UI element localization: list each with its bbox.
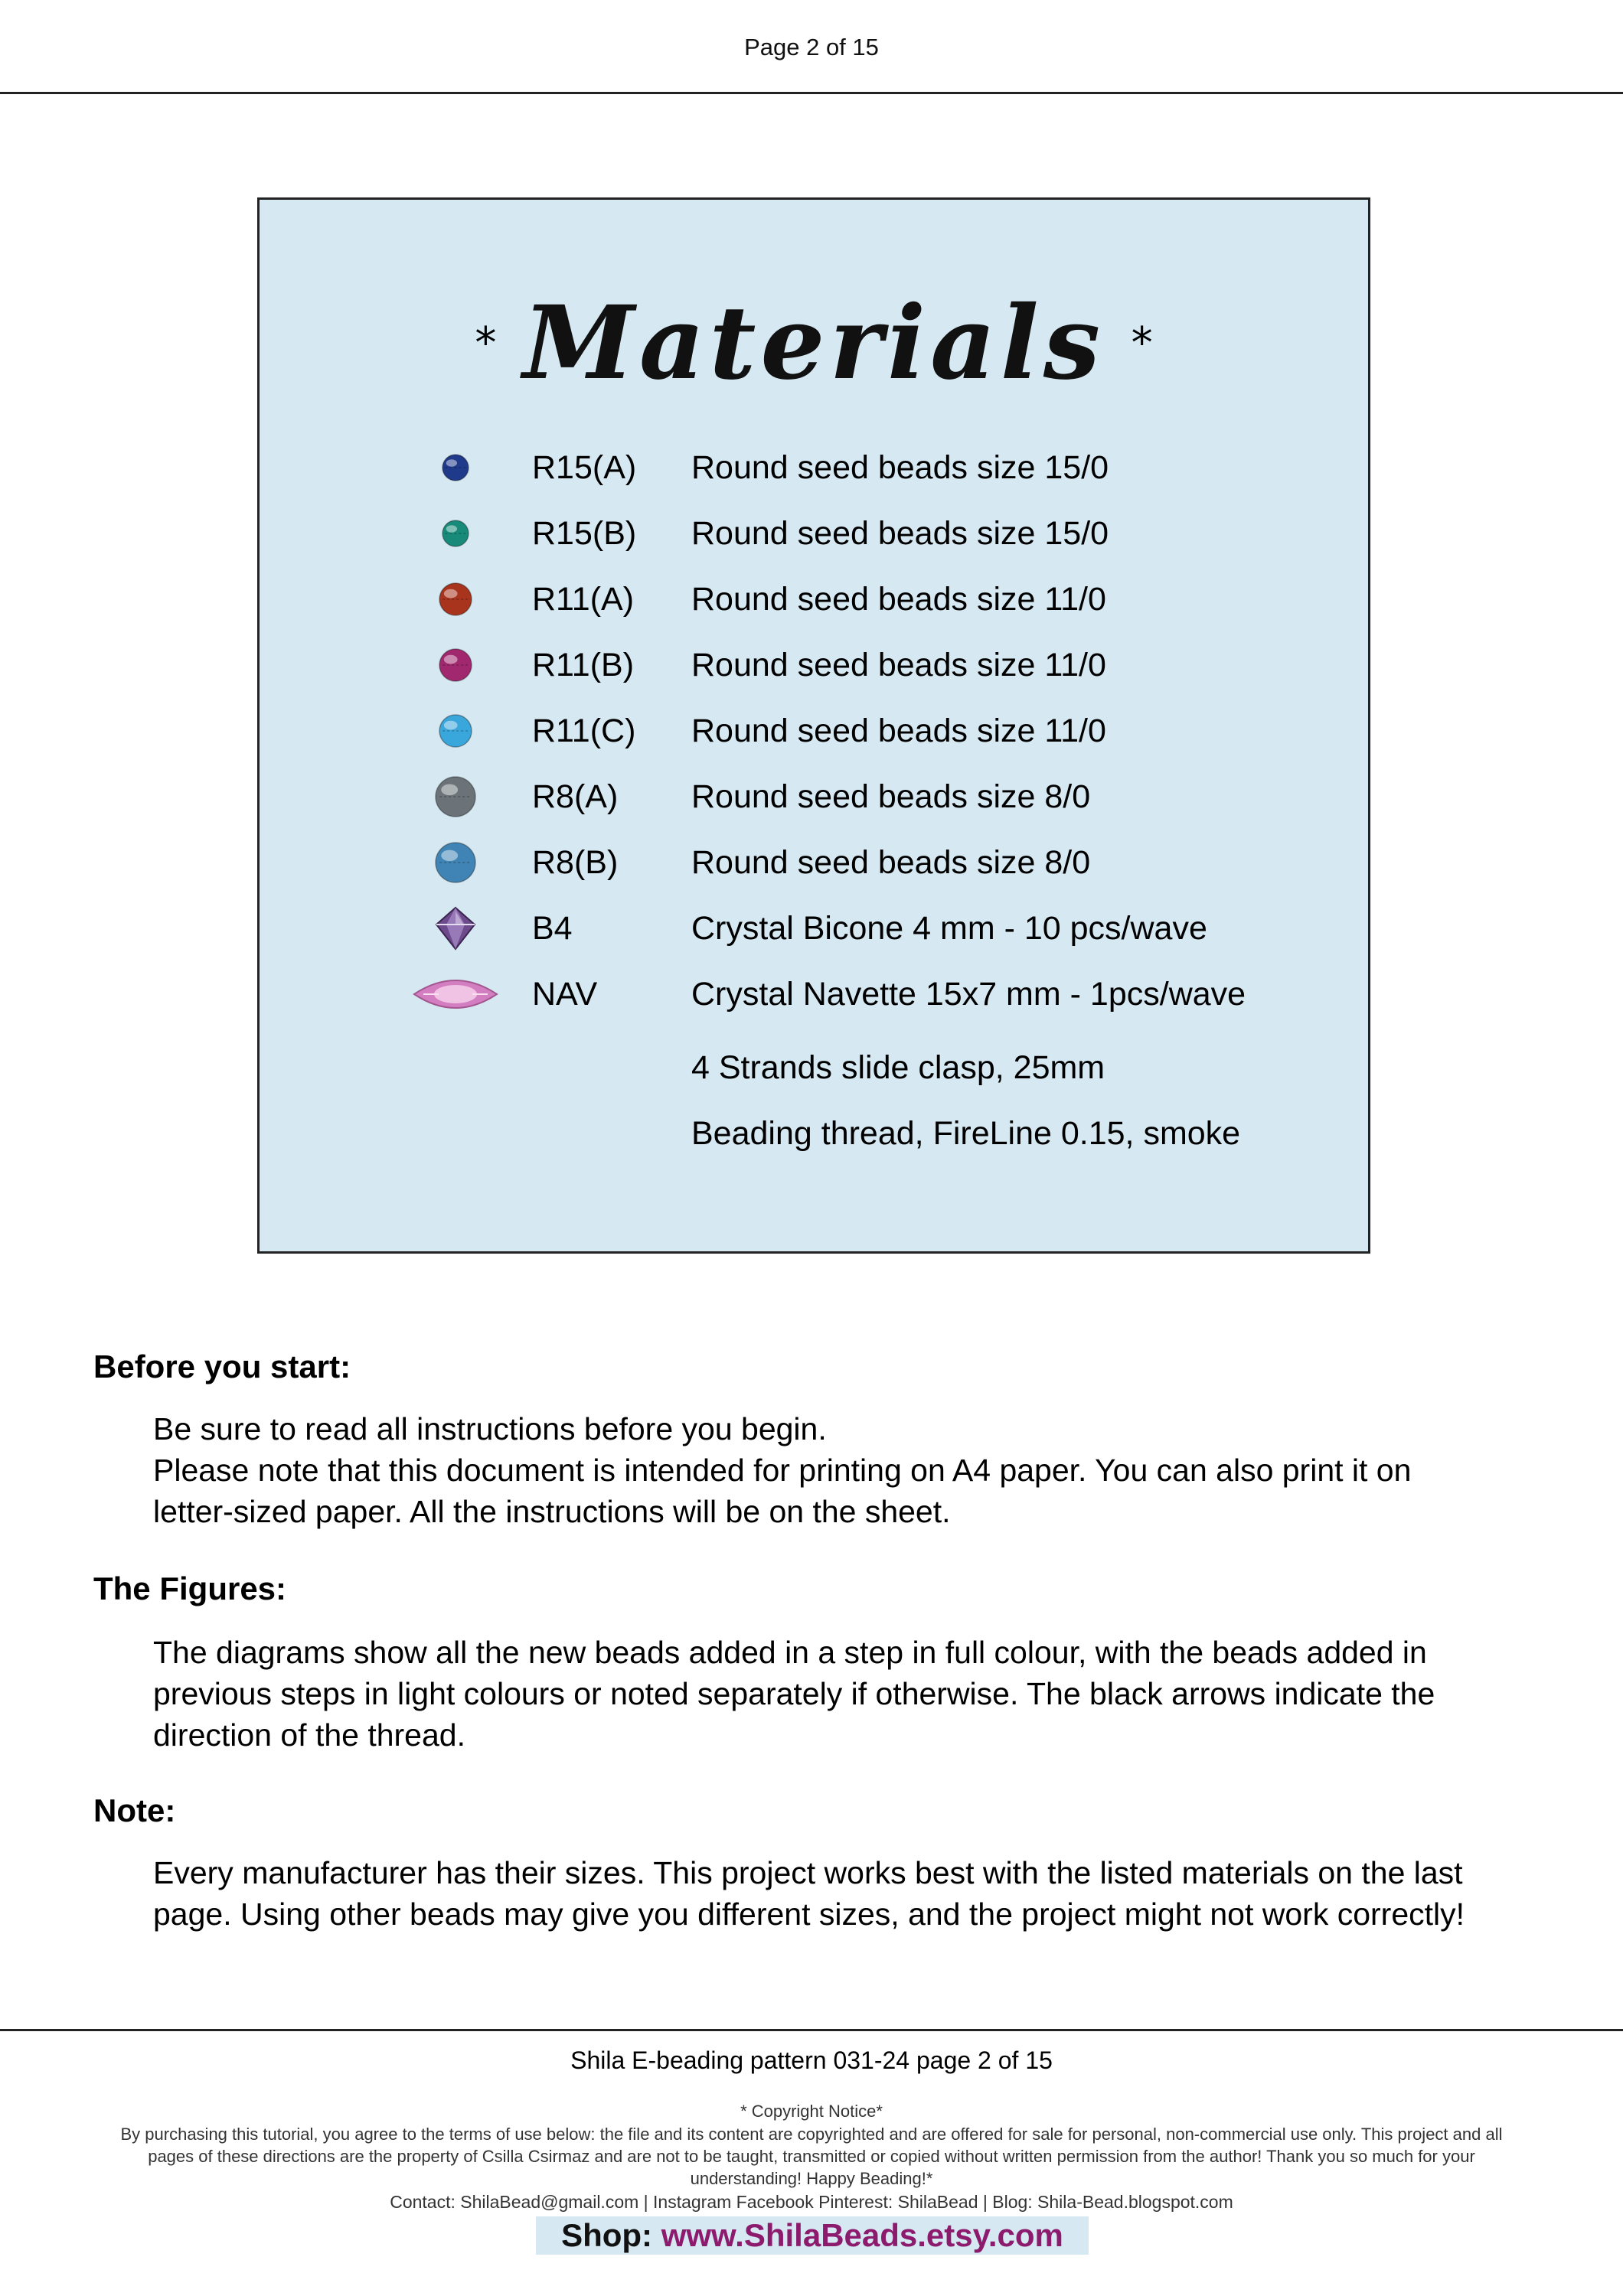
page-number: Page 2 of 15 — [744, 34, 879, 60]
material-description: Round seed beads size 11/0 — [691, 647, 1106, 683]
grey-round-bead-icon — [410, 774, 501, 820]
section-body-figures — [153, 1632, 1470, 1756]
shop-link[interactable]: www.ShilaBeads.etsy.com — [661, 2217, 1063, 2253]
material-description: Round seed beads size 15/0 — [691, 515, 1109, 552]
navy-round-bead-icon — [410, 445, 501, 491]
material-row — [260, 445, 1368, 491]
header-divider — [0, 92, 1623, 94]
teal-round-bead-icon — [410, 510, 501, 556]
material-code: R11(C) — [532, 713, 636, 749]
paragraph: Every manufacturer has their sizes. This project works best with the listed materials on the last page. Using other beads may give you different sizes, and the project might not work correctly! — [153, 1855, 1465, 1932]
star-decoration-left: * — [475, 318, 497, 368]
paragraph: The diagrams show all the new beads added in a step in full colour, with the beads added in previous steps in light colours or noted separately if otherwise. The black arrows indicate the direction of the thread. — [153, 1635, 1435, 1753]
material-row — [260, 576, 1368, 622]
material-description: Round seed beads size 15/0 — [691, 449, 1109, 486]
magenta-round-bead-icon — [410, 642, 501, 688]
steel-blue-round-bead-icon — [410, 840, 501, 885]
contact-line: Contact: ShilaBead@gmail.com | Instagram Facebook Pinterest: ShilaBead | Blog: Shila-Bead.blogspot.com — [390, 2192, 1233, 2212]
material-code: B4 — [532, 910, 573, 947]
rust-round-bead-icon — [410, 576, 501, 622]
paragraph: Be sure to read all instructions before you begin. — [153, 1411, 827, 1446]
material-row — [260, 642, 1368, 688]
material-description: Round seed beads size 8/0 — [691, 844, 1091, 881]
materials-title-row — [260, 284, 1368, 403]
materials-title: Materials — [522, 284, 1105, 403]
navette-crystal-icon — [410, 971, 501, 1017]
material-code: R11(A) — [532, 581, 635, 618]
material-row — [260, 905, 1368, 951]
section-heading-before-you-start: Before you start: — [93, 1349, 351, 1384]
bicone-crystal-icon — [410, 905, 501, 951]
material-row — [260, 510, 1368, 556]
sky-blue-round-bead-icon — [410, 708, 501, 754]
copyright-title: * Copyright Notice* — [740, 2102, 883, 2121]
shop-label: Shop: — [561, 2217, 653, 2253]
material-description: Round seed beads size 8/0 — [691, 778, 1091, 815]
material-description: Round seed beads size 11/0 — [691, 581, 1106, 618]
materials-panel — [257, 197, 1370, 1254]
material-code: R8(B) — [532, 844, 619, 881]
shop-banner — [536, 2216, 1089, 2255]
paragraph: Please note that this document is intended for printing on A4 paper. You can also print it on letter-sized paper. All the instructions will be on the sheet. — [153, 1453, 1412, 1529]
material-row — [260, 774, 1368, 820]
section-body-note — [153, 1852, 1470, 1935]
material-row — [260, 708, 1368, 754]
section-heading-note: Note: — [93, 1792, 176, 1828]
copyright-text: By purchasing this tutorial, you agree to the terms of use below: the file and its content are copyrighted and are offered for sale for personal, non-commercial use only. This project and all pages of these directions are the property of Csilla Csirmaz and are not to be taught, transmitted or copied without written permission from the author! Thank you so much for your understanding! Happy Beading!* — [120, 2125, 1503, 2188]
section-body-before-you-start — [153, 1408, 1470, 1532]
material-extra-thread: Beading thread, FireLine 0.15, smoke — [691, 1115, 1241, 1152]
material-code: R8(A) — [532, 778, 619, 815]
material-row — [260, 840, 1368, 885]
material-code: R15(B) — [532, 515, 637, 552]
section-heading-figures: The Figures: — [93, 1570, 287, 1606]
material-code: NAV — [532, 976, 598, 1013]
material-extra-clasp: 4 Strands slide clasp, 25mm — [691, 1049, 1105, 1086]
star-decoration-right: * — [1131, 318, 1153, 368]
material-row — [260, 971, 1368, 1017]
material-description: Crystal Bicone 4 mm - 10 pcs/wave — [691, 910, 1207, 947]
material-description: Crystal Navette 15x7 mm - 1pcs/wave — [691, 976, 1246, 1013]
material-code: R15(A) — [532, 449, 637, 486]
footer-pattern-line: Shila E-beading pattern 031-24 page 2 of 15 — [570, 2047, 1053, 2074]
material-description: Round seed beads size 11/0 — [691, 713, 1106, 749]
footer-divider — [0, 2029, 1623, 2031]
material-code: R11(B) — [532, 647, 635, 683]
